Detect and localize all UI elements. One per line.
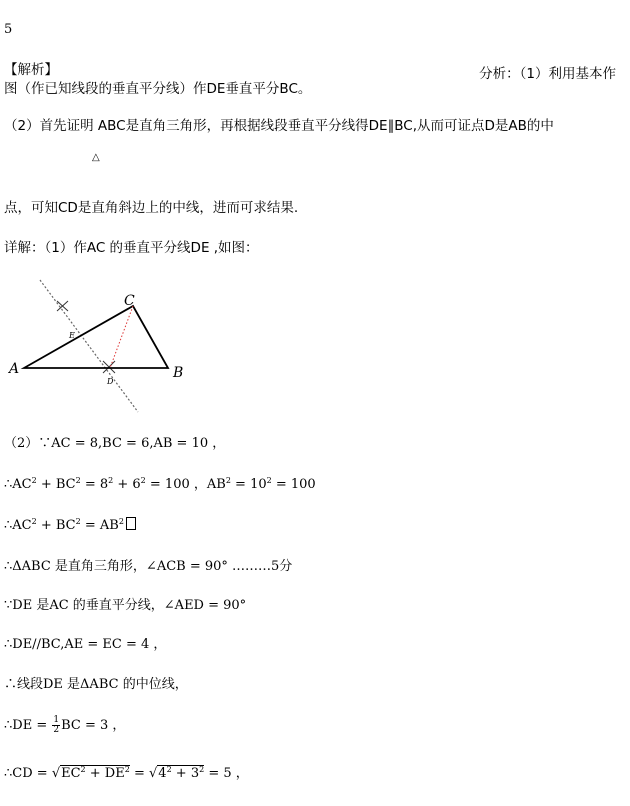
point-label-c: C: [124, 293, 135, 309]
point-label-e: E: [69, 331, 75, 340]
step-midline: ∴线段DE 是ΔABC 的中位线，: [4, 677, 188, 692]
point-label-d: D: [107, 377, 114, 386]
step-pythagoras: $\therefore AC^2 + BC^2 = AB^2$: [4, 517, 136, 534]
point-label-b: B: [173, 365, 184, 381]
detail-step-1: 详解：（1）作AC 的垂直平分线DE ,如图：: [4, 240, 259, 256]
triangle-symbol: △: [92, 152, 100, 163]
page-number: 5: [4, 22, 13, 37]
point-label-a: A: [9, 361, 20, 377]
solution-header: 【解析】: [4, 62, 58, 78]
step-squares-sum: $\therefore AC^2 + BC^2 = 8^2 + 6^2 = 100$ ，$AB^2 = 10^2 = 100$: [4, 476, 316, 492]
geometry-figure: [0, 275, 200, 415]
analysis-line-2: （2）首先证明 ABC是直角三角形，再根据线段垂直平分线得DE∥BC,从而可证点D是AB的中: [4, 118, 554, 134]
step-parallel: ∴DE//BC,AE = EC = 4 ，: [4, 637, 167, 652]
step-right-triangle: ∴ΔABC 是直角三角形，∠ACB = 90° ………5分: [4, 559, 293, 574]
analysis-line-1: 图（作已知线段的垂直平分线）作DE垂直平分BC。: [4, 81, 312, 97]
step-given: （2）∵AC = 8,BC = 6,AB = 10 ，: [4, 436, 226, 451]
step-de-length: ∴DE = $\frac{1}{2}$ BC = 3 ，: [4, 715, 126, 735]
step-perpendicular-bisector: ∵DE 是AC 的垂直平分线，∠AED = 90°: [4, 598, 247, 613]
fraction-half: $\frac{1}{2}$: [53, 715, 60, 735]
analysis-part-1: 分析：（1）利用基本作: [479, 66, 616, 82]
analysis-line-3: 点，可知CD是直角斜边上的中线，进而可求结果.: [4, 200, 299, 216]
step-cd-length: ∴CD = $√EC^2 + DE^2 = √4^2 + 3^2 = 5$ ，: [4, 765, 249, 781]
